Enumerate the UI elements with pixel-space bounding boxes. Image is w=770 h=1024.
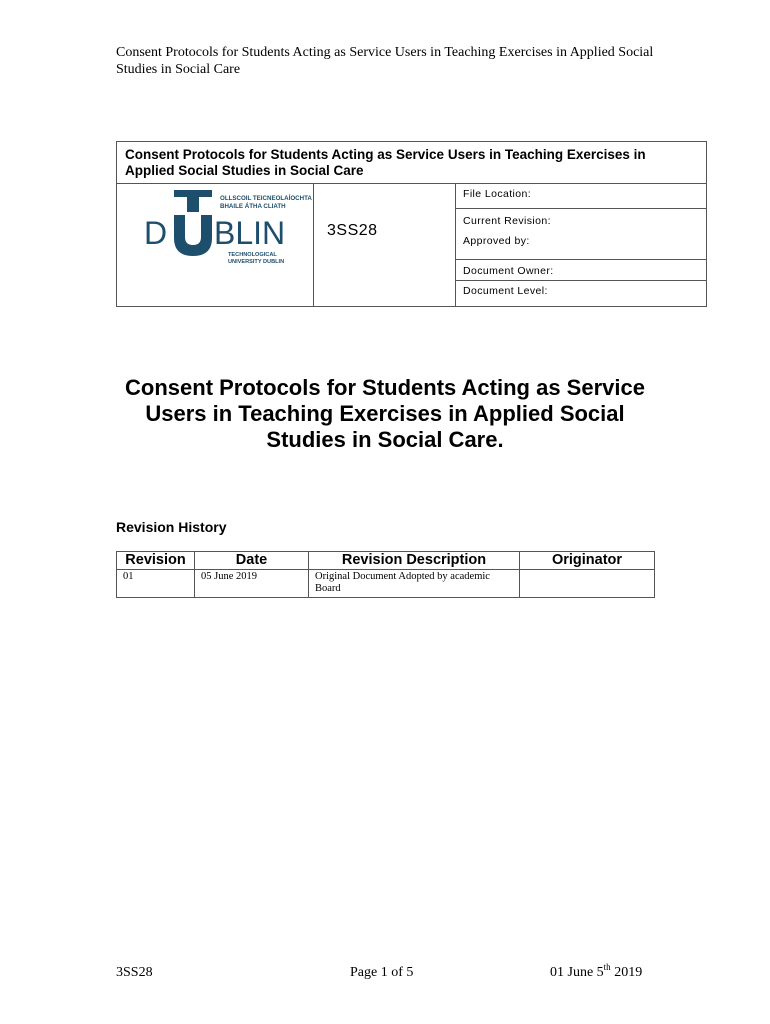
column-header-originator: Originator: [520, 552, 655, 570]
tu-dublin-logo: [144, 190, 312, 266]
footer-date-main: 01 June 5: [550, 965, 604, 980]
document-code: 3SS28: [327, 222, 378, 239]
document-code-cell: [314, 184, 456, 306]
control-table-title: Consent Protocols for Students Acting as Service Users in Teaching Exercises in Applied Social Studies in Social Care: [117, 142, 706, 184]
cell-date: 05 June 2019: [195, 570, 309, 598]
revision-history-heading: Revision History: [116, 519, 227, 535]
main-title: Consent Protocols for Students Acting as Service Users in Teaching Exercises in Applied Social Studies in Social Care.: [125, 375, 645, 452]
document-owner-field: Document Owner:: [456, 260, 706, 281]
logo-english-line1: TECHNOLOGICAL: [228, 252, 277, 258]
column-header-date: Date: [195, 552, 309, 570]
cell-originator: [520, 570, 655, 598]
cell-description: Original Document Adopted by academic Board: [309, 570, 520, 598]
document-control-table: [116, 141, 707, 307]
logo-cell: [117, 184, 314, 306]
cell-revision: 01: [117, 570, 195, 598]
logo-irish-line2: BHAILE ÁTHA CLIATH: [220, 203, 286, 210]
file-location-field: File Location:: [456, 184, 706, 209]
table-row: [117, 570, 655, 598]
control-fields: [456, 184, 706, 306]
footer-date-suffix: th: [603, 962, 611, 972]
revision-history-table: [116, 551, 655, 598]
logo-english-line2: UNIVERSITY DUBLIN: [228, 259, 285, 265]
logo-u: [174, 215, 212, 256]
column-header-description: Revision Description: [309, 552, 520, 570]
logo-t-stem: [187, 190, 199, 212]
footer-document-code: 3SS28: [116, 965, 153, 980]
logo-irish-line1: OLLSCOIL TEICNEOLAÍOCHTA: [220, 195, 312, 202]
footer-page-number: Page 1 of 5: [350, 965, 414, 980]
document-level-field: Document Level:: [463, 285, 548, 297]
current-revision-field: Current Revision:: [463, 215, 551, 227]
footer-date: [550, 962, 643, 981]
footer-date-year: 2019: [610, 965, 643, 980]
approved-by-field: Approved by:: [456, 233, 706, 260]
logo-wordmark-d: D: [144, 215, 168, 251]
logo-wordmark-blin: BLIN: [214, 215, 286, 251]
running-header: Consent Protocols for Students Acting as Service Users in Teaching Exercises in Applied Social Studies in Social Care: [116, 45, 654, 77]
table-header-row: [117, 552, 655, 570]
column-header-revision: Revision: [117, 552, 195, 570]
